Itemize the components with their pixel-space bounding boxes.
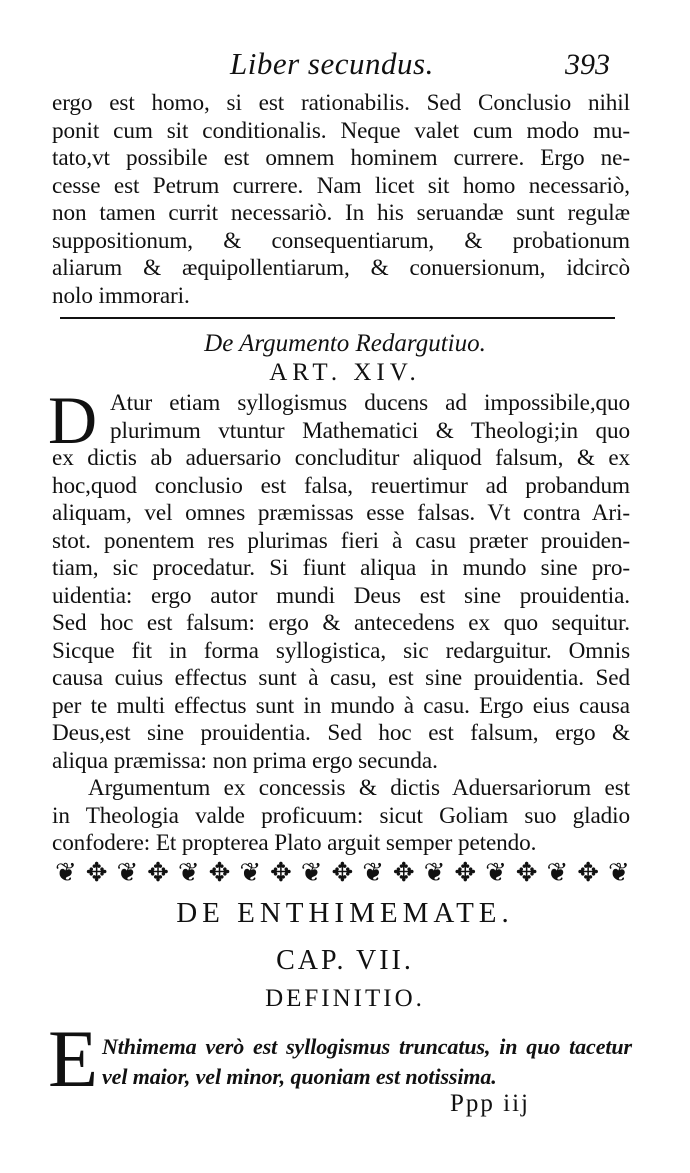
fleuron-icon: ❦ <box>116 858 139 888</box>
page-number: 393 <box>565 48 610 81</box>
text-line: Argumentum ex concessis & dictis Aduersariorum est <box>88 775 630 801</box>
text-line: non tamen currit necessariò. In his seruandæ sunt regulæ <box>52 200 630 226</box>
text-line: causa cuius effectus sunt à casu, est sine prouidentia. Sed <box>52 665 630 691</box>
text-line: aliqua præmissa: non prima ergo secunda. <box>52 747 438 774</box>
text-line: Sed hoc est falsum: ergo & antecedens ex quo sequitur. <box>52 610 630 636</box>
drop-cap-e: E <box>48 1013 99 1104</box>
text-line: Deus,est sine prouidentia. Sed hoc est falsum, ergo & <box>52 720 630 746</box>
definition-paragraph <box>102 1032 632 1092</box>
fleuron-icon: ❦ <box>423 858 446 888</box>
fleuron-icon: ✥ <box>147 858 169 888</box>
fleuron-icon: ❦ <box>485 858 507 888</box>
chapter-title: DE ENTHIMEMATE. <box>176 897 514 929</box>
paragraph-top <box>52 90 630 310</box>
fleuron-icon: ❦ <box>607 858 630 888</box>
text-line: per te multi effectus sunt in mundo à casu. Ergo eius causa <box>52 692 630 719</box>
running-title: Liber secundus. <box>230 46 434 81</box>
text-line: aliarum & æquipollentiarum, & conuersionum, idcircò <box>52 255 630 281</box>
text-line: nolo immorari. <box>52 282 190 309</box>
section-rule <box>60 317 615 319</box>
text-line: confodere: Et propterea Plato arguit semper petendo. <box>52 830 537 856</box>
text-line: tato,vt possibile est omnem hominem currere. Ergo ne- <box>52 145 630 171</box>
fleuron-icon: ❦ <box>546 858 569 888</box>
text-line: hoc,quod conclusio est falsa, reuertimur ad probandum <box>52 472 630 499</box>
fleuron-icon: ✥ <box>392 858 415 888</box>
text-line: Atur etiam syllogismus ducens ad impossibile,quo <box>110 390 630 416</box>
drop-cap-d: D <box>48 382 98 458</box>
fleuron-icon: ✥ <box>454 858 477 888</box>
article-paragraph <box>52 390 630 858</box>
text-line: ponit cum sit conditionalis. Neque valet cum modo mu- <box>52 117 630 144</box>
fleuron-icon: ❦ <box>362 858 384 888</box>
fleuron-icon: ✥ <box>208 858 231 888</box>
text-line: in Theologia valde proficuum: sicut Goliam suo gladio <box>52 802 630 829</box>
signature-mark: Ppp iij <box>450 1090 530 1117</box>
text-line: vel maior, vel minor, quoniam est notissima. <box>102 1064 497 1089</box>
article-number: ART. XIV. <box>269 359 421 386</box>
text-line: stot. ponentem res plurimas fieri à casu præter prouiden- <box>52 527 630 554</box>
text-line: uidentia: ergo autor mundi Deus est sine prouidentia. <box>52 582 630 609</box>
text-line: plurimum vtuntur Mathematici & Theologi;in quo <box>110 417 630 444</box>
fleuron-icon: ✥ <box>331 858 354 888</box>
fleuron-icon: ❦ <box>300 858 323 888</box>
text-line: Nthimema verò est syllogismus truncatus, in quo tacetur <box>102 1034 632 1059</box>
text-line: tiam, sic procedatur. Si fiunt aliqua in mundo sine pro- <box>52 555 630 581</box>
fleuron-icon: ❦ <box>55 858 77 888</box>
fleuron-icon: ❦ <box>177 858 200 888</box>
text-line: cesse est Petrum currere. Nam licet sit homo necessariò, <box>52 172 630 199</box>
fleuron-icon: ✥ <box>270 858 292 888</box>
definition-heading: DEFINITIO. <box>265 985 425 1012</box>
text-line: ex dictis ab aduersario concluditur aliquod falsum, & ex <box>52 445 630 471</box>
fleuron-icon: ✥ <box>515 858 538 888</box>
chapter-number: CAP. VII. <box>276 945 414 976</box>
section-heading: De Argumento Redargutiuo. <box>204 330 486 357</box>
text-line: suppositionum, & consequentiarum, & probationum <box>52 227 630 254</box>
text-line: ergo est homo, si est rationabilis. Sed Conclusio nihil <box>52 90 630 116</box>
fleuron-icon: ❦ <box>239 858 262 888</box>
text-line: Sicque fit in forma syllogistica, sic redarguitur. Omnis <box>52 637 630 664</box>
ornament-band <box>55 858 630 888</box>
running-head <box>0 46 690 86</box>
fleuron-icon: ✥ <box>577 858 600 888</box>
text-line: aliquam, vel omnes præmissas esse falsas. Vt contra Ari- <box>52 500 630 526</box>
fleuron-icon: ✥ <box>85 858 108 888</box>
